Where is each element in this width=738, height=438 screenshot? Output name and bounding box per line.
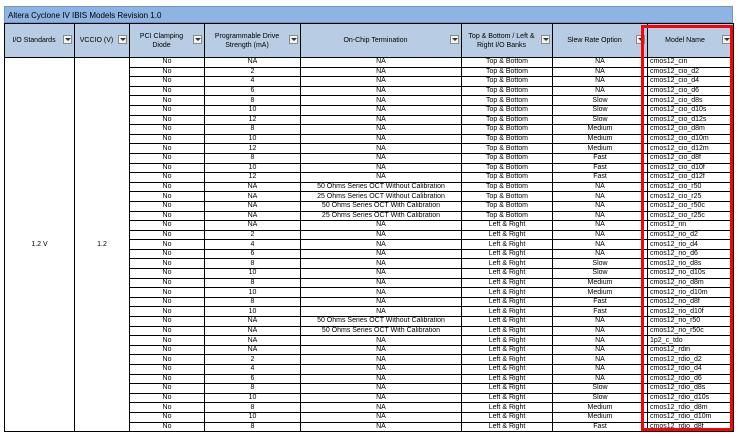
col-label-drive-strength: Programmable Drive Strength (mA) bbox=[214, 32, 280, 49]
model-name-cell[interactable]: cmos12_cin bbox=[648, 58, 734, 68]
model-name-cell[interactable]: cmos12_cio_d4 bbox=[648, 77, 734, 87]
model-name-cell[interactable]: cmos12_rdio_d10m bbox=[648, 412, 734, 422]
pci-cell[interactable]: No bbox=[130, 211, 205, 221]
banks-cell[interactable]: Left & Right bbox=[462, 297, 553, 307]
filter-dropdown-icon[interactable] bbox=[63, 35, 72, 44]
drive-cell[interactable]: 6 bbox=[205, 86, 301, 96]
banks-cell[interactable]: Top & Bottom bbox=[462, 105, 553, 115]
filter-dropdown-icon[interactable] bbox=[193, 35, 202, 44]
table-body bbox=[5, 58, 734, 432]
drive-cell[interactable]: 10 bbox=[205, 288, 301, 298]
model-name-cell[interactable]: cmos12_cio_d12f bbox=[648, 173, 734, 183]
model-name-cell[interactable]: cmos12_cio_r25c bbox=[648, 211, 734, 221]
pci-cell[interactable]: No bbox=[130, 115, 205, 125]
oct-cell[interactable]: NA bbox=[301, 144, 462, 154]
pci-cell[interactable]: No bbox=[130, 221, 205, 231]
slew-cell[interactable]: Slow bbox=[553, 105, 648, 115]
oct-cell[interactable]: 50 Ohms Series OCT Without Calibration bbox=[301, 317, 462, 327]
drive-cell[interactable]: 8 bbox=[205, 422, 301, 432]
drive-cell[interactable]: NA bbox=[205, 345, 301, 355]
filter-dropdown-icon[interactable] bbox=[636, 35, 645, 44]
oct-cell[interactable]: NA bbox=[301, 77, 462, 87]
pci-cell[interactable]: No bbox=[130, 192, 205, 202]
banks-cell[interactable]: Left & Right bbox=[462, 278, 553, 288]
drive-cell[interactable]: 2 bbox=[205, 355, 301, 365]
drive-cell[interactable]: NA bbox=[205, 182, 301, 192]
model-name-cell[interactable]: cmos12_cio_r50 bbox=[648, 182, 734, 192]
filter-dropdown-icon[interactable] bbox=[722, 35, 731, 44]
slew-cell[interactable]: NA bbox=[553, 221, 648, 231]
model-name-cell[interactable]: cmos12_rio_d4 bbox=[648, 240, 734, 250]
model-name-cell[interactable]: cmos12_rio_d8f bbox=[648, 297, 734, 307]
banks-cell[interactable]: Top & Bottom bbox=[462, 144, 553, 154]
pci-cell[interactable]: No bbox=[130, 144, 205, 154]
drive-cell[interactable]: 8 bbox=[205, 125, 301, 135]
oct-cell[interactable]: NA bbox=[301, 96, 462, 106]
drive-cell[interactable]: 10 bbox=[205, 412, 301, 422]
pci-cell[interactable]: No bbox=[130, 297, 205, 307]
pci-cell[interactable]: No bbox=[130, 125, 205, 135]
banks-cell[interactable]: Top & Bottom bbox=[462, 67, 553, 77]
banks-cell[interactable]: Top & Bottom bbox=[462, 125, 553, 135]
oct-cell[interactable]: NA bbox=[301, 374, 462, 384]
drive-cell[interactable]: NA bbox=[205, 317, 301, 327]
slew-cell[interactable]: NA bbox=[553, 365, 648, 375]
oct-cell[interactable]: NA bbox=[301, 221, 462, 231]
oct-cell[interactable]: 50 Ohms Series OCT With Calibration bbox=[301, 326, 462, 336]
pci-cell[interactable]: No bbox=[130, 240, 205, 250]
slew-cell[interactable]: Slow bbox=[553, 384, 648, 394]
col-header-banks bbox=[462, 24, 553, 58]
banks-cell[interactable]: Top & Bottom bbox=[462, 173, 553, 183]
drive-cell[interactable]: 10 bbox=[205, 105, 301, 115]
pci-cell[interactable]: No bbox=[130, 412, 205, 422]
slew-cell[interactable]: NA bbox=[553, 211, 648, 221]
drive-cell[interactable]: 8 bbox=[205, 297, 301, 307]
drive-cell[interactable]: 4 bbox=[205, 240, 301, 250]
oct-cell[interactable]: NA bbox=[301, 307, 462, 317]
banks-cell[interactable]: Left & Right bbox=[462, 240, 553, 250]
pci-cell[interactable]: No bbox=[130, 96, 205, 106]
oct-cell[interactable]: NA bbox=[301, 269, 462, 279]
oct-cell[interactable]: NA bbox=[301, 403, 462, 413]
slew-cell[interactable]: Slow bbox=[553, 115, 648, 125]
sheet-title: Altera Cyclone IV IBIS Models Revision 1.0 bbox=[4, 6, 733, 23]
banks-cell[interactable]: Top & Bottom bbox=[462, 115, 553, 125]
slew-cell[interactable]: Fast bbox=[553, 422, 648, 432]
oct-cell[interactable]: NA bbox=[301, 422, 462, 432]
pci-cell[interactable]: No bbox=[130, 355, 205, 365]
pci-cell[interactable]: No bbox=[130, 67, 205, 77]
pci-cell[interactable]: No bbox=[130, 365, 205, 375]
oct-cell[interactable]: NA bbox=[301, 355, 462, 365]
banks-cell[interactable]: Top & Bottom bbox=[462, 211, 553, 221]
filter-dropdown-icon[interactable] bbox=[541, 35, 550, 44]
banks-cell[interactable]: Top & Bottom bbox=[462, 192, 553, 202]
pci-cell[interactable]: No bbox=[130, 403, 205, 413]
drive-cell[interactable]: 8 bbox=[205, 96, 301, 106]
drive-cell[interactable]: 2 bbox=[205, 230, 301, 240]
oct-cell[interactable]: NA bbox=[301, 230, 462, 240]
drive-cell[interactable]: NA bbox=[205, 211, 301, 221]
banks-cell[interactable]: Left & Right bbox=[462, 384, 553, 394]
drive-cell[interactable]: 10 bbox=[205, 393, 301, 403]
slew-cell[interactable]: Medium bbox=[553, 288, 648, 298]
col-header-slew-rate bbox=[553, 24, 648, 58]
drive-cell[interactable]: 12 bbox=[205, 115, 301, 125]
model-name-cell[interactable]: cmos12_rio_d8s bbox=[648, 259, 734, 269]
header-row bbox=[5, 24, 734, 58]
slew-cell[interactable]: Slow bbox=[553, 393, 648, 403]
pci-cell[interactable]: No bbox=[130, 336, 205, 346]
banks-cell[interactable]: Left & Right bbox=[462, 345, 553, 355]
pci-cell[interactable]: No bbox=[130, 278, 205, 288]
banks-cell[interactable]: Left & Right bbox=[462, 288, 553, 298]
model-name-cell[interactable]: cmos12_cio_d8m bbox=[648, 125, 734, 135]
model-name-cell[interactable]: cmos12_rdio_d8m bbox=[648, 403, 734, 413]
banks-cell[interactable]: Left & Right bbox=[462, 336, 553, 346]
banks-cell[interactable]: Top & Bottom bbox=[462, 96, 553, 106]
slew-cell[interactable]: Slow bbox=[553, 96, 648, 106]
col-header-drive-strength bbox=[205, 24, 301, 58]
pci-cell[interactable]: No bbox=[130, 422, 205, 432]
model-name-cell[interactable]: cmos12_rdio_d8s bbox=[648, 384, 734, 394]
pci-cell[interactable]: No bbox=[130, 249, 205, 259]
model-name-cell[interactable]: cmos12_rdio_d8f bbox=[648, 422, 734, 432]
col-label-slew-rate: Slew Rate Option bbox=[567, 37, 622, 44]
oct-cell[interactable]: NA bbox=[301, 297, 462, 307]
oct-cell[interactable]: 25 Ohms Series OCT Without Calibration bbox=[301, 192, 462, 202]
drive-cell[interactable]: 4 bbox=[205, 77, 301, 87]
model-name-cell[interactable]: cmos12_rio_d2 bbox=[648, 230, 734, 240]
slew-cell[interactable]: Fast bbox=[553, 163, 648, 173]
oct-cell[interactable]: NA bbox=[301, 384, 462, 394]
pci-cell[interactable]: No bbox=[130, 393, 205, 403]
pci-cell[interactable]: No bbox=[130, 288, 205, 298]
slew-cell[interactable]: NA bbox=[553, 86, 648, 96]
col-header-pci-clamping bbox=[130, 24, 205, 58]
slew-cell[interactable]: Medium bbox=[553, 144, 648, 154]
drive-cell[interactable]: NA bbox=[205, 221, 301, 231]
drive-cell[interactable]: 10 bbox=[205, 307, 301, 317]
drive-cell[interactable]: 2 bbox=[205, 67, 301, 77]
banks-cell[interactable]: Top & Bottom bbox=[462, 86, 553, 96]
model-name-cell[interactable]: cmos12_rdio_d2 bbox=[648, 355, 734, 365]
slew-cell[interactable]: Medium bbox=[553, 412, 648, 422]
pci-cell[interactable]: No bbox=[130, 153, 205, 163]
banks-cell[interactable]: Left & Right bbox=[462, 374, 553, 384]
oct-cell[interactable]: NA bbox=[301, 105, 462, 115]
oct-cell[interactable]: NA bbox=[301, 345, 462, 355]
slew-cell[interactable]: NA bbox=[553, 240, 648, 250]
banks-cell[interactable]: Left & Right bbox=[462, 269, 553, 279]
slew-cell[interactable]: NA bbox=[553, 374, 648, 384]
slew-cell[interactable]: NA bbox=[553, 67, 648, 77]
oct-cell[interactable]: NA bbox=[301, 163, 462, 173]
model-name-cell[interactable]: cmos12_rio_d6 bbox=[648, 249, 734, 259]
col-label-io-standards: I/O Standards bbox=[12, 37, 56, 44]
banks-cell[interactable]: Left & Right bbox=[462, 326, 553, 336]
slew-cell[interactable]: NA bbox=[553, 355, 648, 365]
drive-cell[interactable]: 10 bbox=[205, 134, 301, 144]
banks-cell[interactable]: Left & Right bbox=[462, 230, 553, 240]
pci-cell[interactable]: No bbox=[130, 384, 205, 394]
model-name-cell[interactable]: cmos12_cio_d6 bbox=[648, 86, 734, 96]
drive-cell[interactable]: 12 bbox=[205, 144, 301, 154]
model-name-cell[interactable]: cmos12_cio_d2 bbox=[648, 67, 734, 77]
pci-cell[interactable]: No bbox=[130, 86, 205, 96]
drive-cell[interactable]: 8 bbox=[205, 153, 301, 163]
model-name-cell[interactable]: cmos12_rio_d8m bbox=[648, 278, 734, 288]
drive-cell[interactable]: NA bbox=[205, 326, 301, 336]
slew-cell[interactable]: Medium bbox=[553, 403, 648, 413]
pci-cell[interactable]: No bbox=[130, 182, 205, 192]
drive-cell[interactable]: 8 bbox=[205, 259, 301, 269]
pci-cell[interactable]: No bbox=[130, 58, 205, 68]
slew-cell[interactable]: NA bbox=[553, 192, 648, 202]
drive-cell[interactable]: 10 bbox=[205, 269, 301, 279]
oct-cell[interactable]: 50 Ohms Series OCT With Calibration bbox=[301, 201, 462, 211]
banks-cell[interactable]: Top & Bottom bbox=[462, 201, 553, 211]
oct-cell[interactable]: NA bbox=[301, 393, 462, 403]
slew-cell[interactable]: NA bbox=[553, 249, 648, 259]
pci-cell[interactable]: No bbox=[130, 317, 205, 327]
model-name-cell[interactable]: 1p2_c_tdo bbox=[648, 336, 734, 346]
slew-cell[interactable]: Medium bbox=[553, 134, 648, 144]
slew-cell[interactable]: NA bbox=[553, 317, 648, 327]
drive-cell[interactable]: 8 bbox=[205, 403, 301, 413]
model-name-cell[interactable]: cmos12_cio_d12s bbox=[648, 115, 734, 125]
pci-cell[interactable]: No bbox=[130, 326, 205, 336]
model-name-cell[interactable]: cmos12_rdin bbox=[648, 345, 734, 355]
col-label-banks: Top & Bottom / Left & Right I/O Banks bbox=[468, 32, 535, 49]
oct-cell[interactable]: NA bbox=[301, 58, 462, 68]
model-name-cell[interactable]: cmos12_rin bbox=[648, 221, 734, 231]
col-header-model-name bbox=[648, 24, 734, 58]
pci-cell[interactable]: No bbox=[130, 374, 205, 384]
banks-cell[interactable]: Left & Right bbox=[462, 259, 553, 269]
oct-cell[interactable]: NA bbox=[301, 288, 462, 298]
drive-cell[interactable]: 6 bbox=[205, 374, 301, 384]
col-label-oct: On-Chip Termination bbox=[343, 37, 408, 44]
oct-cell[interactable]: NA bbox=[301, 259, 462, 269]
pci-cell[interactable]: No bbox=[130, 134, 205, 144]
banks-cell[interactable]: Left & Right bbox=[462, 307, 553, 317]
model-name-cell[interactable]: cmos12_cio_d10f bbox=[648, 163, 734, 173]
oct-cell[interactable]: NA bbox=[301, 86, 462, 96]
slew-cell[interactable]: NA bbox=[553, 326, 648, 336]
slew-cell[interactable]: NA bbox=[553, 77, 648, 87]
banks-cell[interactable]: Left & Right bbox=[462, 412, 553, 422]
slew-cell[interactable]: NA bbox=[553, 230, 648, 240]
slew-cell[interactable]: Medium bbox=[553, 278, 648, 288]
oct-cell[interactable]: NA bbox=[301, 365, 462, 375]
model-name-cell[interactable]: cmos12_rio_d10f bbox=[648, 307, 734, 317]
banks-cell[interactable]: Left & Right bbox=[462, 317, 553, 327]
col-label-pci-clamping: PCI Clamping Diode bbox=[139, 32, 184, 49]
oct-cell[interactable]: NA bbox=[301, 249, 462, 259]
model-name-cell[interactable]: cmos12_rio_r50c bbox=[648, 326, 734, 336]
col-label-model-name: Model Name bbox=[665, 37, 705, 44]
oct-cell[interactable]: NA bbox=[301, 125, 462, 135]
vccio-cell[interactable]: 1.2 bbox=[75, 58, 130, 432]
filter-dropdown-icon[interactable] bbox=[450, 35, 459, 44]
oct-cell[interactable]: NA bbox=[301, 67, 462, 77]
drive-cell[interactable]: 10 bbox=[205, 163, 301, 173]
pci-cell[interactable]: No bbox=[130, 307, 205, 317]
model-name-cell[interactable]: cmos12_rdio_d6 bbox=[648, 374, 734, 384]
model-name-cell[interactable]: cmos12_cio_r25 bbox=[648, 192, 734, 202]
banks-cell[interactable]: Top & Bottom bbox=[462, 77, 553, 87]
banks-cell[interactable]: Left & Right bbox=[462, 393, 553, 403]
drive-cell[interactable]: NA bbox=[205, 336, 301, 346]
oct-cell[interactable]: NA bbox=[301, 412, 462, 422]
drive-cell[interactable]: NA bbox=[205, 201, 301, 211]
slew-cell[interactable]: Slow bbox=[553, 269, 648, 279]
model-name-cell[interactable]: cmos12_cio_d10s bbox=[648, 105, 734, 115]
drive-cell[interactable]: 8 bbox=[205, 384, 301, 394]
filter-dropdown-icon[interactable] bbox=[289, 35, 298, 44]
pci-cell[interactable]: No bbox=[130, 163, 205, 173]
drive-cell[interactable]: 6 bbox=[205, 249, 301, 259]
filter-dropdown-icon[interactable] bbox=[118, 35, 127, 44]
banks-cell[interactable]: Left & Right bbox=[462, 365, 553, 375]
oct-cell[interactable]: 25 Ohms Series OCT With Calibration bbox=[301, 211, 462, 221]
banks-cell[interactable]: Left & Right bbox=[462, 403, 553, 413]
banks-cell[interactable]: Left & Right bbox=[462, 249, 553, 259]
slew-cell[interactable]: NA bbox=[553, 182, 648, 192]
oct-cell[interactable]: NA bbox=[301, 173, 462, 183]
io-standard-cell[interactable]: 1.2 V bbox=[5, 58, 75, 432]
model-name-cell[interactable]: cmos12_rio_d10m bbox=[648, 288, 734, 298]
pci-cell[interactable]: No bbox=[130, 345, 205, 355]
slew-cell[interactable]: Fast bbox=[553, 307, 648, 317]
pci-cell[interactable]: No bbox=[130, 259, 205, 269]
slew-cell[interactable]: Medium bbox=[553, 125, 648, 135]
model-name-cell[interactable]: cmos12_cio_d12m bbox=[648, 144, 734, 154]
banks-cell[interactable]: Top & Bottom bbox=[462, 182, 553, 192]
oct-cell[interactable]: 50 Ohms Series OCT Without Calibration bbox=[301, 182, 462, 192]
drive-cell[interactable]: NA bbox=[205, 192, 301, 202]
oct-cell[interactable]: NA bbox=[301, 153, 462, 163]
banks-cell[interactable]: Top & Bottom bbox=[462, 163, 553, 173]
model-name-cell[interactable]: cmos12_rio_r50 bbox=[648, 317, 734, 327]
col-label-vccio: VCCIO (V) bbox=[79, 37, 114, 44]
slew-cell[interactable]: Fast bbox=[553, 153, 648, 163]
table-row bbox=[5, 58, 734, 68]
banks-cell[interactable]: Left & Right bbox=[462, 422, 553, 432]
model-name-cell[interactable]: cmos12_rio_d10s bbox=[648, 269, 734, 279]
pci-cell[interactable]: No bbox=[130, 173, 205, 183]
model-name-cell[interactable]: cmos12_cio_d8s bbox=[648, 96, 734, 106]
banks-cell[interactable]: Top & Bottom bbox=[462, 58, 553, 68]
drive-cell[interactable]: 4 bbox=[205, 365, 301, 375]
pci-cell[interactable]: No bbox=[130, 77, 205, 87]
slew-cell[interactable]: NA bbox=[553, 58, 648, 68]
model-name-cell[interactable]: cmos12_cio_r50c bbox=[648, 201, 734, 211]
pci-cell[interactable]: No bbox=[130, 105, 205, 115]
banks-cell[interactable]: Top & Bottom bbox=[462, 134, 553, 144]
banks-cell[interactable]: Left & Right bbox=[462, 355, 553, 365]
slew-cell[interactable]: Fast bbox=[553, 297, 648, 307]
col-header-oct bbox=[301, 24, 462, 58]
oct-cell[interactable]: NA bbox=[301, 240, 462, 250]
banks-cell[interactable]: Top & Bottom bbox=[462, 153, 553, 163]
ibis-models-table bbox=[4, 23, 734, 432]
pci-cell[interactable]: No bbox=[130, 269, 205, 279]
model-name-cell[interactable]: cmos12_rdio_d4 bbox=[648, 365, 734, 375]
col-header-io-standards bbox=[5, 24, 75, 58]
model-name-cell[interactable]: cmos12_cio_d8f bbox=[648, 153, 734, 163]
model-name-cell[interactable]: cmos12_rdio_d10s bbox=[648, 393, 734, 403]
slew-cell[interactable]: Slow bbox=[553, 259, 648, 269]
drive-cell[interactable]: NA bbox=[205, 58, 301, 68]
oct-cell[interactable]: NA bbox=[301, 115, 462, 125]
oct-cell[interactable]: NA bbox=[301, 278, 462, 288]
slew-cell[interactable]: NA bbox=[553, 201, 648, 211]
pci-cell[interactable]: No bbox=[130, 201, 205, 211]
slew-cell[interactable]: NA bbox=[553, 345, 648, 355]
drive-cell[interactable]: 12 bbox=[205, 173, 301, 183]
oct-cell[interactable]: NA bbox=[301, 134, 462, 144]
pci-cell[interactable]: No bbox=[130, 230, 205, 240]
slew-cell[interactable]: Fast bbox=[553, 173, 648, 183]
model-name-cell[interactable]: cmos12_cio_d10m bbox=[648, 134, 734, 144]
oct-cell[interactable]: NA bbox=[301, 336, 462, 346]
drive-cell[interactable]: 8 bbox=[205, 278, 301, 288]
col-header-vccio bbox=[75, 24, 130, 58]
slew-cell[interactable]: NA bbox=[553, 336, 648, 346]
banks-cell[interactable]: Left & Right bbox=[462, 221, 553, 231]
